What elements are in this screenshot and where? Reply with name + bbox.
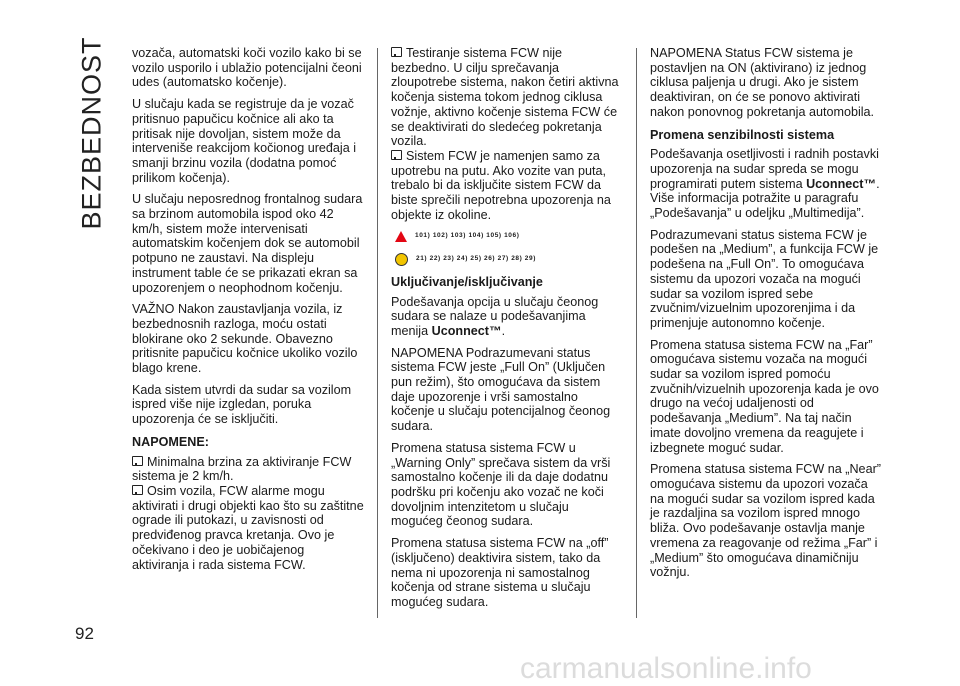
note-item — [132, 455, 364, 484]
section-title — [72, 36, 112, 230]
section-heading: Promena senzibilnosti sistema — [650, 127, 835, 142]
paragraph: Kada sistem utvrdi da sudar sa vozilom ispred više nije izgledan, poruka upozorenja će se isključiti. — [132, 382, 352, 427]
page-number: 92 — [75, 624, 94, 643]
column-divider — [636, 48, 637, 618]
paragraph: NAPOMENA Podrazumevani status sistema FCW jeste „Full On” (Uključen pun režim), što omogućava da sistem daje upozorenje i vrši samostalno kočenje u slučaju potencijalnog čeonog sudara. — [391, 345, 611, 434]
paragraph: Promena statusa sistema FCW na „Far” omogućava sistemu vozača na mogući sudar sa vozilom ispred pomoću zvučnih/vizuelnih upozorenja kada je ovo drugo na većoj udaljenosti od podešavanja „Medium”. Na taj način imate dovoljno vremena da reagujete i izbegnete moguć sudar. — [650, 337, 879, 455]
paragraph-text: Podešavanja osetljivosti i radnih postavki upozorenja na sudar spreda se mogu programirati putem sistema — [650, 147, 879, 191]
note-item — [391, 46, 623, 149]
warning-triangle-icon — [395, 231, 407, 242]
paragraph-text: . Više informacija potražite u paragrafu „Podešavanja” u odeljku „Multimedija”. — [650, 176, 880, 221]
warning-references — [395, 229, 623, 244]
paragraph-text: Podešavanja opcija u slučaju čeonog sudara se nalaze u podešavanjima menija — [391, 294, 599, 338]
book-note-icon — [132, 456, 143, 466]
paragraph: vozača, automatski koči vozilo kako bi se vozilo usporilo i ublažio potencijalni čeoni udes (automatsko kočenje). — [132, 46, 362, 90]
uconnect-label: Uconnect™ — [431, 323, 502, 338]
text-column-1 — [132, 46, 364, 579]
text-column-2 — [391, 46, 623, 617]
uconnect-label: Uconnect™ — [806, 176, 877, 191]
note-text: Testiranje sistema FCW nije bezbedno. U cilju sprečavanja zloupotrebe sistema, nakon četiri aktivna kočenja sistema tokom jednog ciklusa vožnje, aktivno kočenje sistema FCW će se deaktivirati do sledećeg pokretanja vozila. — [391, 46, 619, 149]
paragraph — [391, 295, 623, 339]
paragraph: Promena statusa sistema FCW u „Warning Only” sprečava sistem da vrši samostalno kočenje ili da daje dodatnu podršku pri kočenju ako vozač ne koči dovoljnim intenzitetom u slučaju mogućeg čeonog sudara. — [391, 440, 611, 529]
paragraph: U slučaju neposrednog frontalnog sudara sa brzinom automobila ispod oko 42 km/h, sistem može intervenisati automatskim kočenjem dok se automobil potpuno ne zaustavi. Na displeju instrument table će se prikazati ekran sa upozorenjem o neophodnom kočenju. — [132, 192, 363, 295]
book-note-icon — [132, 485, 143, 495]
book-note-icon — [391, 150, 402, 160]
watermark: carmanualsonline.info — [520, 652, 812, 685]
note-item — [132, 484, 364, 572]
note-text: Osim vozila, FCW alarme mogu aktivirati i drugi objekti kao što su zaštitne ograde ili putokazi, u zavisnosti od predviđenog pravca kretanja. Ovo je očekivano i deo je uobičajenog aktiviranja i rada sistema FCW. — [132, 483, 364, 572]
notes-heading: NAPOMENE: — [132, 434, 209, 449]
book-note-icon — [391, 47, 402, 57]
paragraph: Promena statusa sistema FCW na „Near” omogućava sistemu da upozori vozača na mogući sudar sa vozilom ispred kada je razdaljina sa vozilom ispred mnogo bliža. Ovo podešavanje ostavlja manje vremena za reagovanje od režima „Far” i „Medium” što omogućava dinamičniju vožnju. — [650, 462, 881, 580]
paragraph-text: . — [501, 323, 506, 338]
section-title-text: BEZBEDNOST — [76, 36, 107, 230]
paragraph: Podrazumevani status sistema FCW je podešen na „Medium”, a funkcija FCW je podešena na „Full On”. To omogućava sistemu da upozori vozača na mogući sudar sa vozilom ispred sebe zvučnim/vizuelnim upozorenjima i da primenjuje autonomno kočenje. — [650, 227, 879, 330]
paragraph: NAPOMENA Status FCW sistema je postavljen na ON (aktivirano) iz jednog ciklusa paljenja u drugi. Ako je sistem deaktiviran, on će se ponovo aktivirati nakon ponovnog pokretanja automobila. — [650, 46, 875, 119]
column-divider — [377, 48, 378, 618]
paragraph — [650, 147, 882, 221]
paragraph: VAŽNO Nakon zaustavljanja vozila, iz bezbednosnih razloga, moću ostati blokirane oko 2 sekunde. Obavezno pritisnite papučicu kočnice ukoliko vozilo blago krene. — [132, 302, 358, 376]
section-heading: Uključivanje/isključivanje — [391, 274, 543, 289]
note-text: Sistem FCW je namenjen samo za upotrebu na putu. Ako vozite van puta, trebalo bi da isključite sistem FCW da biste sprečili nepotrebna upozorenja na objekte iz okoline. — [391, 148, 611, 222]
text-column-3 — [650, 46, 882, 587]
note-ref-numbers: 21) 22) 23) 24) 25) 26) 27) 28) 29) — [416, 255, 536, 263]
paragraph: Promena statusa sistema FCW na „off” (isključeno) deaktivira sistem, tako da nema ni upozorenja ni samostalnog kočenja od strane sistema u slučaju mogućeg sudara. — [391, 536, 609, 609]
note-item — [391, 149, 623, 223]
hand-note-icon — [395, 253, 408, 266]
warning-ref-numbers: 101) 102) 103) 104) 105) 106) — [415, 232, 520, 240]
note-references — [395, 252, 623, 267]
note-text: Minimalna brzina za aktiviranje FCW sistema je 2 km/h. — [132, 454, 352, 484]
paragraph: U slučaju kada se registruje da je vozač pritisnuo papučicu kočnice ali ako ta pritisak nije dovoljan, sistem može da interveniše reakcijom kočionog uređaja i smanji brzinu vozila (dodatna pomoć prilikom kočenja). — [132, 97, 357, 185]
